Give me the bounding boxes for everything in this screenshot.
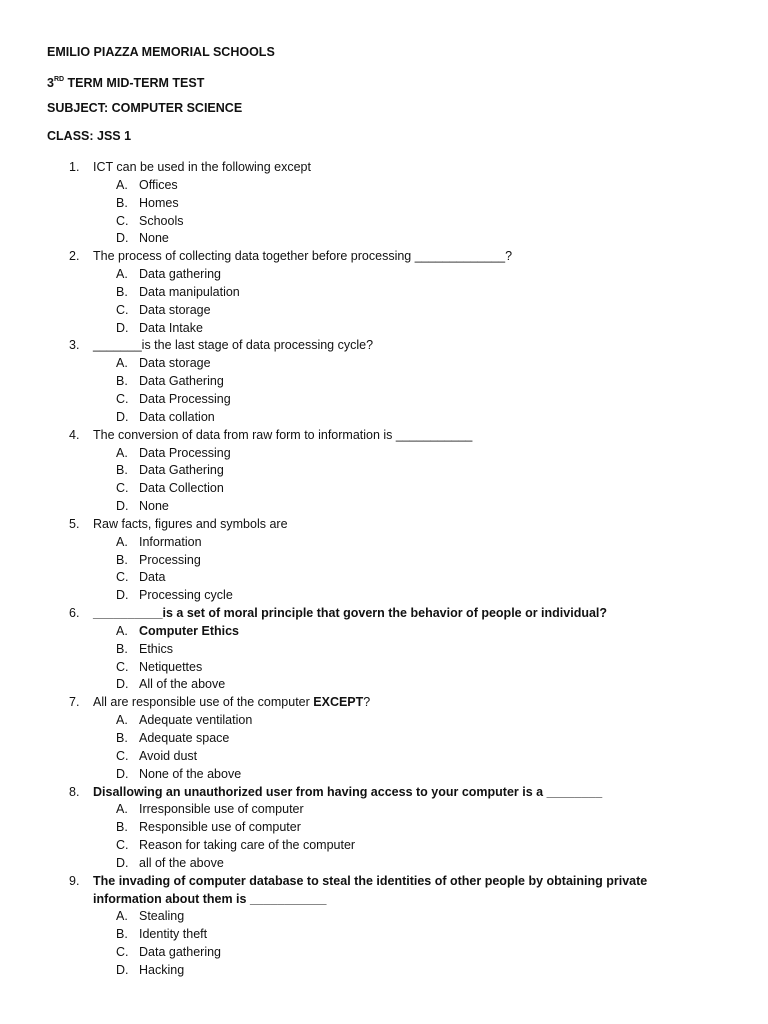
- option-text: Processing: [139, 552, 201, 567]
- option-letter: D.: [116, 766, 129, 781]
- option-letter: B.: [116, 927, 128, 942]
- option-text: Reason for taking care of the computer: [139, 838, 356, 853]
- option-text: Avoid dust: [139, 748, 198, 763]
- option-c: [0, 213, 768, 231]
- option-text: None: [139, 499, 169, 514]
- option-text: Data Collection: [139, 481, 224, 496]
- option-text: Data Processing: [139, 391, 231, 406]
- option-letter: D.: [116, 499, 129, 514]
- term-number: 3: [47, 76, 54, 90]
- question-text: __________is a set of moral principle that govern the behavior of people or individual?: [93, 606, 608, 621]
- option-letter: A.: [116, 623, 128, 638]
- option-text: Data manipulation: [139, 284, 240, 299]
- option-text: all of the above: [139, 855, 224, 870]
- option-a: [0, 355, 768, 373]
- option-d: [0, 855, 768, 873]
- question-text-end: ?: [363, 695, 371, 710]
- question-number: 8.: [69, 784, 80, 799]
- option-letter: A.: [116, 445, 128, 460]
- option-b: [0, 730, 768, 748]
- question-number: 3.: [69, 338, 80, 353]
- option-letter: C.: [116, 302, 129, 317]
- option-text: Data gathering: [139, 267, 222, 282]
- option-letter: D.: [116, 962, 129, 977]
- option-text: Identity theft: [139, 927, 208, 942]
- question-2: [0, 248, 768, 337]
- question-number: 1.: [69, 160, 80, 174]
- question-number: 7.: [69, 695, 80, 710]
- option-d: [0, 587, 768, 605]
- option-text: Data Processing: [139, 445, 231, 460]
- option-text: Data Gathering: [139, 463, 224, 478]
- option-letter: D.: [116, 855, 129, 870]
- option-b: [0, 926, 768, 944]
- option-text: Data Intake: [139, 320, 203, 335]
- option-c: [0, 391, 768, 409]
- question-text: The process of collecting data together before processing _____________?: [93, 249, 513, 264]
- option-letter: A.: [116, 909, 128, 924]
- question-text: [93, 694, 693, 712]
- option-letter: B.: [116, 374, 128, 389]
- option-b: [0, 552, 768, 570]
- option-text: Offices: [139, 177, 178, 192]
- question-number: 4.: [69, 427, 80, 442]
- question-3: [0, 337, 768, 426]
- option-d: [0, 320, 768, 338]
- option-a: [0, 712, 768, 730]
- option-text: Data storage: [139, 356, 211, 371]
- option-b: [0, 284, 768, 302]
- option-c: [0, 569, 768, 587]
- question-number: 2.: [69, 249, 80, 264]
- option-a: [0, 266, 768, 284]
- option-text: Processing cycle: [139, 588, 233, 603]
- option-letter: B.: [116, 641, 128, 656]
- option-b: [0, 195, 768, 213]
- option-d: [0, 676, 768, 694]
- option-text: Adequate space: [139, 731, 230, 745]
- option-text: Schools: [139, 213, 184, 228]
- option-letter: D.: [116, 231, 129, 246]
- option-text: Information: [139, 534, 202, 549]
- question-text: _______is the last stage of data processing cycle?: [93, 338, 374, 353]
- question-8: [0, 784, 768, 873]
- option-letter: D.: [116, 588, 129, 603]
- option-d: [0, 409, 768, 427]
- option-a: [0, 801, 768, 819]
- option-b: [0, 641, 768, 659]
- question-text: The invading of computer database to steal the identities of other people by obtaining private information about them is ___________: [93, 873, 648, 906]
- option-letter: A.: [116, 356, 128, 371]
- question-9: [0, 873, 768, 980]
- option-letter: D.: [116, 677, 129, 692]
- option-letter: A.: [116, 177, 128, 192]
- option-text: Responsible use of computer: [139, 820, 301, 835]
- option-text: Data Gathering: [139, 374, 224, 389]
- class-line: CLASS: JSS 1: [47, 129, 132, 143]
- question-text-start: All are responsible use of the computer: [93, 695, 314, 710]
- question-6: [0, 605, 768, 694]
- option-letter: C.: [116, 213, 129, 228]
- option-c: [0, 748, 768, 766]
- school-name: EMILIO PIAZZA MEMORIAL SCHOOLS: [47, 45, 275, 59]
- option-text: Data gathering: [139, 945, 222, 960]
- option-letter: C.: [116, 481, 129, 496]
- option-letter: B.: [116, 195, 128, 210]
- option-d: [0, 498, 768, 516]
- option-letter: B.: [116, 552, 128, 567]
- option-b: [0, 819, 768, 837]
- question-text: Raw facts, figures and symbols are: [93, 516, 288, 531]
- option-text: Netiquettes: [139, 659, 203, 674]
- option-c: [0, 837, 768, 855]
- option-text: Irresponsible use of computer: [139, 802, 304, 817]
- option-c: [0, 302, 768, 320]
- option-text: Hacking: [139, 962, 185, 977]
- option-text: None of the above: [139, 766, 242, 781]
- option-letter: C.: [116, 391, 129, 406]
- subject-line: SUBJECT: COMPUTER SCIENCE: [47, 101, 243, 115]
- question-text: The conversion of data from raw form to information is ___________: [93, 427, 473, 442]
- option-text: All of the above: [139, 677, 226, 692]
- option-text: Ethics: [139, 641, 174, 656]
- option-a: [0, 623, 768, 641]
- option-d: [0, 766, 768, 784]
- question-text: ICT can be used in the following except: [93, 160, 311, 174]
- option-text: Data storage: [139, 302, 211, 317]
- question-5: [0, 516, 768, 605]
- option-letter: B.: [116, 284, 128, 299]
- test-title: [47, 70, 768, 98]
- option-letter: A.: [116, 534, 128, 549]
- question-number: 5.: [69, 516, 80, 531]
- option-text: Data collation: [139, 409, 215, 424]
- option-d: [0, 230, 768, 248]
- option-c: [0, 480, 768, 498]
- option-b: [0, 462, 768, 480]
- option-letter: B.: [116, 820, 128, 835]
- option-letter: D.: [116, 409, 129, 424]
- option-letter: C.: [116, 748, 129, 763]
- question-number: 9.: [69, 873, 80, 888]
- question-list: [0, 159, 768, 980]
- option-text: Stealing: [139, 909, 185, 924]
- option-text: None: [139, 231, 169, 246]
- option-letter: A.: [116, 802, 128, 817]
- option-a: [0, 908, 768, 926]
- option-text: Adequate ventilation: [139, 713, 253, 728]
- option-letter: C.: [116, 570, 129, 585]
- question-4: [0, 427, 768, 516]
- option-c: [0, 659, 768, 677]
- option-letter: D.: [116, 320, 129, 335]
- option-text: Computer Ethics: [139, 623, 240, 638]
- question-1: [0, 159, 768, 248]
- option-a: [0, 445, 768, 463]
- option-b: [0, 373, 768, 391]
- term-title: TERM MID-TERM TEST: [64, 76, 205, 90]
- option-text: Homes: [139, 195, 179, 210]
- option-a: [0, 177, 768, 195]
- question-text: Disallowing an unauthorized user from having access to your computer is a ________: [93, 784, 603, 799]
- option-letter: B.: [116, 731, 128, 745]
- option-c: [0, 944, 768, 962]
- option-letter: C.: [116, 945, 129, 960]
- option-letter: C.: [116, 659, 129, 674]
- term-superscript: RD: [53, 76, 65, 83]
- question-keyword: EXCEPT: [313, 695, 364, 710]
- option-letter: B.: [116, 463, 128, 478]
- option-a: [0, 534, 768, 552]
- question-number: 6.: [69, 606, 80, 621]
- option-letter: A.: [116, 267, 128, 282]
- option-letter: A.: [116, 713, 128, 728]
- option-text: Data: [139, 570, 166, 585]
- option-letter: C.: [116, 838, 129, 853]
- option-d: [0, 962, 768, 980]
- question-7: [0, 694, 768, 783]
